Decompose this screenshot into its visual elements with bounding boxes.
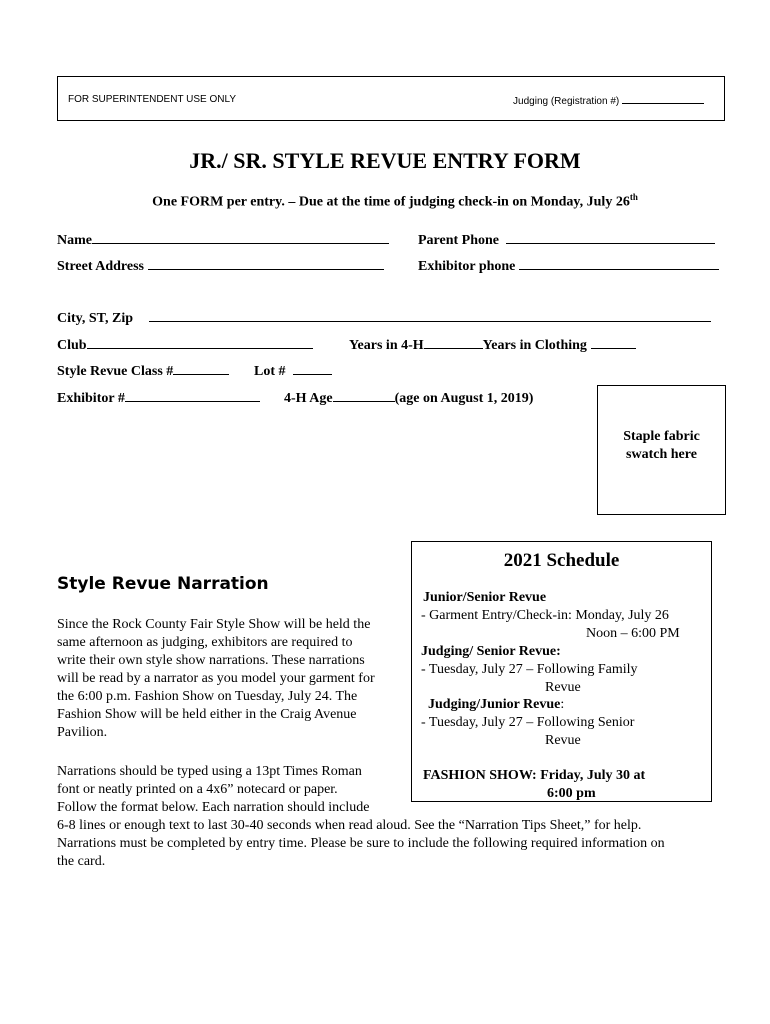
club-field[interactable] bbox=[57, 335, 313, 354]
name-blank[interactable] bbox=[92, 230, 389, 244]
fashion-show-line: FASHION SHOW: Friday, July 30 at bbox=[423, 768, 646, 783]
city-st-zip-blank[interactable] bbox=[149, 308, 711, 322]
text-line: Narrations should be typed using a 13pt Times Roman bbox=[57, 764, 362, 779]
checkin-line: - Garment Entry/Check-in: Monday, July 26 bbox=[421, 608, 669, 623]
text-line: font or neatly printed on a 4x6” notecard or paper. bbox=[57, 782, 338, 797]
street-address-label: Street Address bbox=[57, 259, 144, 274]
class-field[interactable] bbox=[57, 361, 229, 380]
street-address-blank[interactable] bbox=[148, 256, 384, 270]
city-st-zip-field[interactable] bbox=[57, 308, 711, 327]
text-line: the card. bbox=[57, 854, 106, 869]
years-4h-blank[interactable] bbox=[424, 335, 483, 349]
superintendent-use-label: FOR SUPERINTENDENT USE ONLY bbox=[68, 94, 236, 105]
checkin-time: Noon – 6:00 PM bbox=[586, 626, 680, 641]
text-line: Fashion Show will be held either in the Craig Avenue bbox=[57, 707, 357, 722]
exhibitor-number-field[interactable] bbox=[57, 388, 260, 407]
fabric-swatch-box bbox=[597, 385, 726, 515]
years-clothing-label: Years in Clothing bbox=[482, 338, 587, 353]
junior-judging-line-1: - Tuesday, July 27 – Following Senior bbox=[421, 715, 635, 730]
age-blank[interactable] bbox=[333, 388, 395, 402]
text-line: 6-8 lines or enough text to last 30-40 seconds when read aloud. See the “Narration Tips Sheet,” for help. bbox=[57, 818, 642, 833]
age-field[interactable] bbox=[284, 388, 533, 407]
name-field[interactable] bbox=[57, 230, 389, 249]
class-label: Style Revue Class # bbox=[57, 364, 174, 379]
swatch-line-2: swatch here bbox=[626, 447, 697, 462]
fashion-show-time: 6:00 pm bbox=[547, 786, 596, 801]
exhibitor-phone-blank[interactable] bbox=[519, 256, 719, 270]
narration-paragraph-1 bbox=[57, 616, 375, 742]
text-line: Since the Rock County Fair Style Show will be held the bbox=[57, 617, 371, 632]
lot-field[interactable] bbox=[254, 361, 332, 380]
parent-phone-field[interactable] bbox=[418, 230, 715, 249]
narration-heading: Style Revue Narration bbox=[57, 574, 269, 594]
lot-blank[interactable] bbox=[293, 361, 332, 375]
text-line: Narrations must be completed by entry time. Please be sure to include the following required information on bbox=[57, 836, 665, 851]
text-line: Pavilion. bbox=[57, 725, 108, 740]
age-note: (age on August 1, 2019) bbox=[394, 391, 534, 406]
text-line: the 6:00 p.m. Fashion Show on Tuesday, July 24. The bbox=[57, 689, 358, 704]
page-subtitle: One FORM per entry. – Due at the time of judging check-in on Monday, July 26th bbox=[152, 192, 638, 210]
street-address-field[interactable] bbox=[57, 256, 384, 275]
swatch-line-1: Staple fabric bbox=[623, 429, 700, 444]
age-label: 4-H Age bbox=[284, 391, 333, 406]
parent-phone-label: Parent Phone bbox=[418, 233, 500, 248]
junior-judging-heading: Judging/Junior Revue: bbox=[428, 697, 565, 712]
junior-judging-line-2: Revue bbox=[545, 733, 581, 748]
judging-registration-field[interactable] bbox=[513, 94, 704, 107]
exhibitor-number-label: Exhibitor # bbox=[57, 391, 125, 406]
lot-label: Lot # bbox=[254, 364, 286, 379]
page-title: JR./ SR. STYLE REVUE ENTRY FORM bbox=[189, 148, 581, 173]
text-line: Follow the format below. Each narration should include bbox=[57, 800, 370, 815]
club-blank[interactable] bbox=[87, 335, 313, 349]
parent-phone-blank[interactable] bbox=[506, 230, 715, 244]
senior-judging-heading: Judging/ Senior Revue: bbox=[421, 644, 561, 659]
exhibitor-phone-label: Exhibitor phone bbox=[418, 259, 516, 274]
class-blank[interactable] bbox=[173, 361, 229, 375]
city-st-zip-label: City, ST, Zip bbox=[57, 311, 133, 326]
senior-judging-line-2: Revue bbox=[545, 680, 581, 695]
club-label: Club bbox=[57, 338, 87, 353]
text-line: same afternoon as judging, exhibitors are required to bbox=[57, 635, 353, 650]
text-line: write their own style show narrations. These narrations bbox=[57, 653, 365, 668]
years-4h-label: Years in 4-H bbox=[349, 338, 424, 353]
judging-registration-label: Judging (Registration #) bbox=[513, 96, 620, 107]
swatch-instructions bbox=[598, 428, 725, 464]
jr-sr-revue-heading: Junior/Senior Revue bbox=[423, 590, 547, 605]
exhibitor-phone-field[interactable] bbox=[418, 256, 719, 275]
schedule-title: 2021 Schedule bbox=[503, 550, 620, 571]
judging-registration-blank[interactable] bbox=[622, 94, 704, 104]
name-label: Name bbox=[57, 233, 92, 248]
years-clothing-blank[interactable] bbox=[591, 335, 636, 349]
senior-judging-line-1: - Tuesday, July 27 – Following Family bbox=[421, 662, 638, 677]
years-4h-field[interactable] bbox=[349, 335, 636, 354]
text-line: will be read by a narrator as you model your garment for bbox=[57, 671, 375, 686]
exhibitor-number-blank[interactable] bbox=[125, 388, 260, 402]
narration-paragraph-2 bbox=[57, 763, 665, 871]
superintendent-box bbox=[57, 76, 725, 121]
